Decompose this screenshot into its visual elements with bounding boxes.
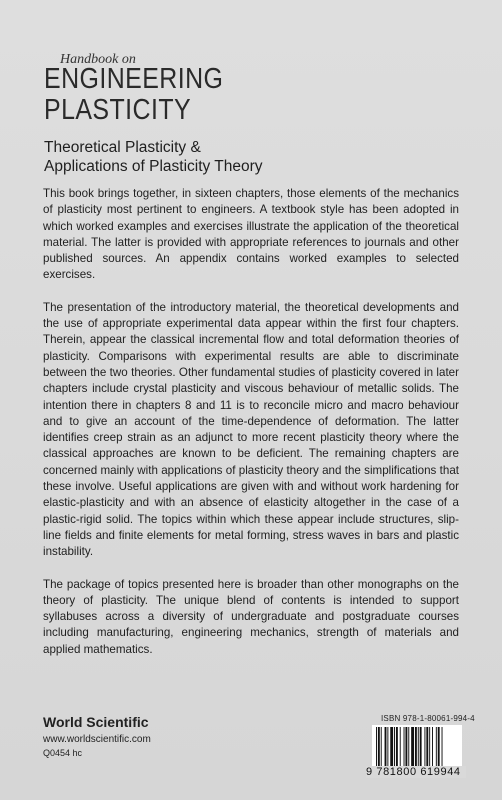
barcode-bar [405, 727, 407, 769]
barcode-bar [424, 727, 425, 769]
barcode-bar [429, 727, 430, 769]
barcode-bar [404, 727, 405, 769]
book-subtitle [44, 138, 263, 176]
barcode-bar [376, 727, 377, 769]
series-label: Handbook on [60, 52, 136, 67]
barcode-bars [372, 725, 462, 771]
blurb-paragraph: The package of topics presented here is broader than other monographs on the theory of plasticity. The unique blend of contents is intended to support syllabuses across a diversity of undergraduate and postgraduate courses including manufacturing, engineering mechanics, strength of materials and applied mathematics. [43, 577, 459, 656]
barcode-bar [394, 727, 395, 769]
book-title-line: ENGINEERING [44, 63, 224, 95]
book-title [44, 64, 223, 126]
barcode-bar [400, 727, 401, 769]
barcode-bar [426, 727, 428, 769]
publisher-logo-text: World Scientific [43, 714, 149, 730]
subtitle-line: Theoretical Plasticity & [44, 139, 201, 156]
barcode-bar [387, 727, 388, 769]
barcode-digits: 9 781800 619944 [366, 766, 466, 778]
barcode-bar [432, 727, 433, 769]
barcode-bar [415, 727, 417, 769]
barcode-bar [418, 727, 419, 769]
barcode [372, 725, 462, 771]
subtitle-line: Applications of Plasticity Theory [44, 158, 263, 175]
blurb-paragraph: This book brings together, in sixteen chapters, those elements of the mechanics of plasticity most pertinent to engineers. A textbook style has been adopted in which worked examples and exercises illustrate the application of the theoretical material. The latter is provided with appropriate references to journals and other published sources. An appendix contains worked examples to selected exercises. [43, 187, 459, 282]
barcode-bar [436, 727, 437, 769]
publisher-url: www.worldscientific.com [43, 734, 151, 745]
blurb [43, 186, 459, 674]
barcode-bar [420, 727, 422, 769]
book-title-line: PLASTICITY [44, 94, 192, 126]
barcode-bar [438, 727, 440, 769]
blurb-paragraph: The presentation of the introductory material, the theoretical developments and the use of appropriate experimental data appear within the first four chapters. Therein, appear the classical incremental flow and total deformation theories of plasticity. Comparisons with experimental results are able to discriminate between the two theories. Other fundamental studies of plasticity covered in later chapters include crystal plasticity and viscous behaviour of metallic solids. The intention there in chapters 8 and 11 is to reconcile micro and macro behaviour and to give an account of the time-dependence of deformation. The latter identifies creep strain as an adjunct to more recent plasticity theory where the classical approaches are known to be deficient. The remaining chapters are concerned mainly with applications of plasticity theory and the simplifications that these involve. Useful applications are given with and without work hardening for elastic-plasticity and with an absence of elasticity altogether in the case of a plastic-rigid solid. The topics within which these appear include structures, slip-line fields and finite elements for metal forming, stress waves in bars and plastic instability. [43, 300, 459, 559]
barcode-bar [390, 727, 393, 769]
isbn-label: ISBN 978-1-80061-994-4 [381, 714, 475, 723]
product-code: Q0454 hc [43, 748, 83, 758]
barcode-bar [385, 727, 387, 769]
barcode-bar [442, 727, 443, 769]
barcode-bar [411, 727, 414, 769]
barcode-bar [378, 727, 380, 769]
barcode-bar [396, 727, 398, 769]
barcode-bar [381, 727, 382, 769]
barcode-bar [408, 727, 409, 769]
